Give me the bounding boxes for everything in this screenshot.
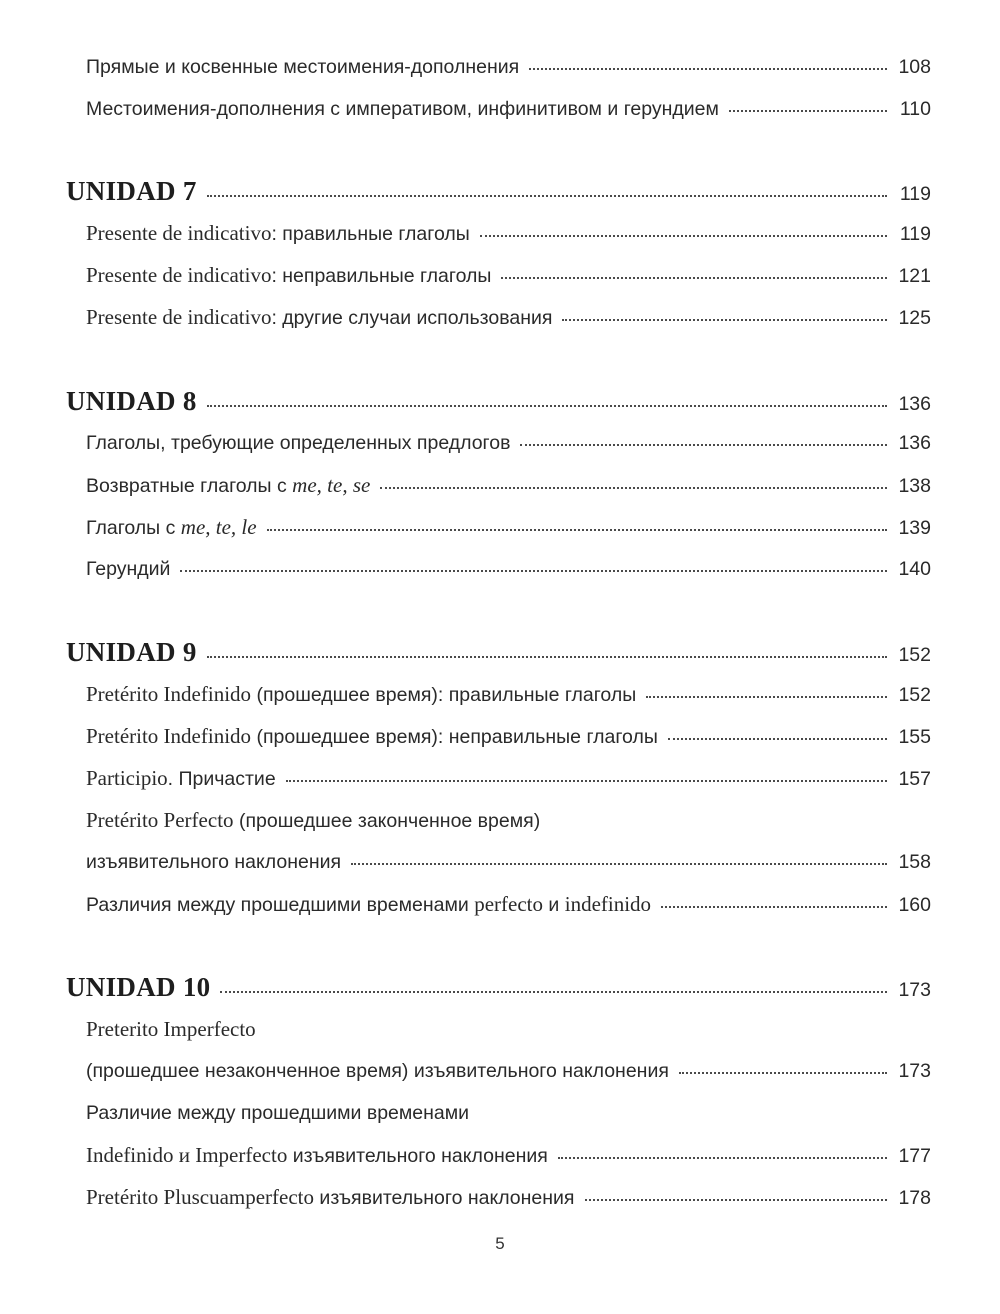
unit-title: UNIDAD 10: [66, 972, 211, 1002]
toc-page-number: 119: [899, 223, 931, 245]
toc-page-number: 108: [898, 56, 931, 78]
dot-leader: [668, 738, 887, 740]
toc-page-number: 155: [898, 726, 931, 748]
latin-term: indefinido: [564, 892, 652, 916]
unit-heading: [66, 974, 931, 1003]
toc-entry: [86, 723, 931, 750]
toc-page-number: 178: [898, 1187, 931, 1209]
toc-entry-title: [86, 220, 470, 247]
latin-term: Preterito Imperfecto: [86, 1017, 256, 1041]
toc-page-number: 140: [898, 558, 931, 580]
toc-entry: [86, 514, 931, 541]
entry-text: : неправильные глаголы: [271, 265, 492, 287]
entry-text: (прошедшее законченное время): [233, 810, 541, 832]
toc-page-number: 136: [898, 393, 931, 415]
toc-entry: [86, 304, 931, 331]
entry-text: и: [543, 894, 565, 916]
toc-page-number: 138: [898, 475, 931, 497]
toc-entry-title: Различие между прошедшими временами: [86, 1102, 470, 1124]
dot-leader: [207, 405, 887, 407]
toc-entry: [86, 220, 931, 247]
entry-text: . Причастие: [167, 768, 276, 790]
italic-pronouns: me, te, se: [292, 473, 371, 497]
entry-text: : другие случаи использования: [271, 307, 553, 329]
dot-leader: [501, 277, 887, 279]
toc-page-number: 152: [898, 644, 931, 666]
italic-pronouns: me, te, le: [180, 515, 257, 539]
toc-page-number: 125: [898, 307, 931, 329]
dot-leader: [180, 570, 887, 572]
toc-page-number: 119: [899, 183, 931, 205]
latin-term: Presente de indicativo: [86, 221, 272, 245]
toc-entry-title: Прямые и косвенные местоимения-дополнения: [86, 56, 520, 78]
toc-entry-title: [86, 891, 651, 918]
entry-text: Различия между прошедшими временами: [86, 894, 475, 916]
toc-entry-title: [86, 807, 540, 834]
toc-entry-title: [86, 472, 370, 499]
toc-entry: [86, 472, 931, 499]
latin-term: perfecto: [474, 892, 543, 916]
latin-term: Participio: [86, 766, 168, 790]
dot-leader: [558, 1157, 887, 1159]
toc-entry-title: [86, 723, 658, 750]
toc-page-number: 177: [898, 1145, 931, 1167]
dot-leader: [351, 863, 887, 865]
toc-entry: [86, 96, 931, 122]
dot-leader: [207, 195, 887, 197]
dot-leader: [679, 1072, 887, 1074]
toc-entry-continued: [86, 1100, 931, 1126]
toc-entry: [86, 556, 931, 582]
toc-entry-title: изъявительного наклонения: [86, 851, 342, 873]
toc-entry-title: (прошедшее незаконченное время) изъявительного наклонения: [86, 1060, 669, 1082]
toc-entry: [86, 681, 931, 708]
latin-term: Presente de indicativo: [86, 305, 272, 329]
toc-page-number: 157: [898, 768, 931, 790]
toc-entry-title: [86, 681, 636, 708]
toc-entry-title: Герундий: [86, 558, 171, 580]
dot-leader: [520, 444, 887, 446]
toc-entry-title: Глаголы, требующие определенных предлогов: [86, 432, 511, 454]
entry-text: Глаголы с: [86, 517, 181, 539]
toc-entry-title: [86, 262, 491, 289]
dot-leader: [661, 906, 887, 908]
toc-page-number: 173: [898, 1060, 931, 1082]
toc-entry: [86, 1058, 931, 1084]
entry-text: Возвратные глаголы с: [86, 475, 293, 497]
toc-entry-continued: [86, 1016, 931, 1042]
latin-term: Pretérito Indefinido: [86, 682, 252, 706]
unit-title: UNIDAD 8: [66, 386, 197, 416]
toc-page-number: 121: [898, 265, 931, 287]
toc-entry: [86, 54, 931, 80]
unit-heading: [66, 388, 931, 417]
unit-heading: [66, 639, 931, 668]
unit-heading: [66, 178, 931, 207]
latin-term: Pretérito Perfecto: [86, 808, 234, 832]
latin-term: Indefinido и Imperfecto: [86, 1143, 288, 1167]
toc-entry-continued: [86, 807, 931, 834]
toc-entry-title: [86, 765, 276, 792]
toc-page-number: 158: [898, 851, 931, 873]
latin-term: Pretérito Pluscuamperfecto: [86, 1185, 315, 1209]
dot-leader: [220, 991, 887, 993]
toc-entry-title: [86, 1184, 575, 1211]
page-number: 5: [495, 1234, 505, 1253]
entry-text: изъявительного наклонения: [314, 1187, 575, 1209]
toc-entry: [86, 765, 931, 792]
dot-leader: [267, 529, 887, 531]
toc-entry: [86, 262, 931, 289]
toc-page-number: 173: [898, 979, 931, 1001]
toc-entry: [86, 1184, 931, 1211]
entry-text: изъявительного наклонения: [287, 1145, 548, 1167]
unit-title: UNIDAD 7: [66, 176, 197, 206]
dot-leader: [729, 110, 887, 112]
unit-title: UNIDAD 9: [66, 637, 197, 667]
toc-entry: [86, 430, 931, 456]
dot-leader: [562, 319, 887, 321]
dot-leader: [646, 696, 887, 698]
toc-entry-title: [86, 514, 257, 541]
toc-entry: [86, 849, 931, 875]
dot-leader: [207, 656, 887, 658]
dot-leader: [480, 235, 887, 237]
entry-text: (прошедшее время): неправильные глаголы: [251, 726, 658, 748]
entry-text: (прошедшее время): правильные глаголы: [251, 684, 637, 706]
latin-term: Pretérito Indefinido: [86, 724, 252, 748]
latin-term: Presente de indicativo: [86, 263, 272, 287]
toc-entry-title: [86, 304, 552, 331]
dot-leader: [585, 1199, 888, 1201]
toc-entry-title: Местоимения-дополнения с императивом, инфинитивом и герундием: [86, 98, 719, 120]
toc-page-number: 160: [898, 894, 931, 916]
entry-text: : правильные глаголы: [271, 223, 470, 245]
toc-entry-title: [86, 1142, 548, 1169]
dot-leader: [380, 487, 887, 489]
toc-page-number: 152: [898, 684, 931, 706]
dot-leader: [529, 68, 887, 70]
toc-page-number: 136: [898, 432, 931, 454]
toc-entry: [86, 1142, 931, 1169]
toc-page-number: 110: [899, 98, 931, 120]
dot-leader: [286, 780, 887, 782]
toc-entry: [86, 891, 931, 918]
toc-page-number: 139: [898, 517, 931, 539]
